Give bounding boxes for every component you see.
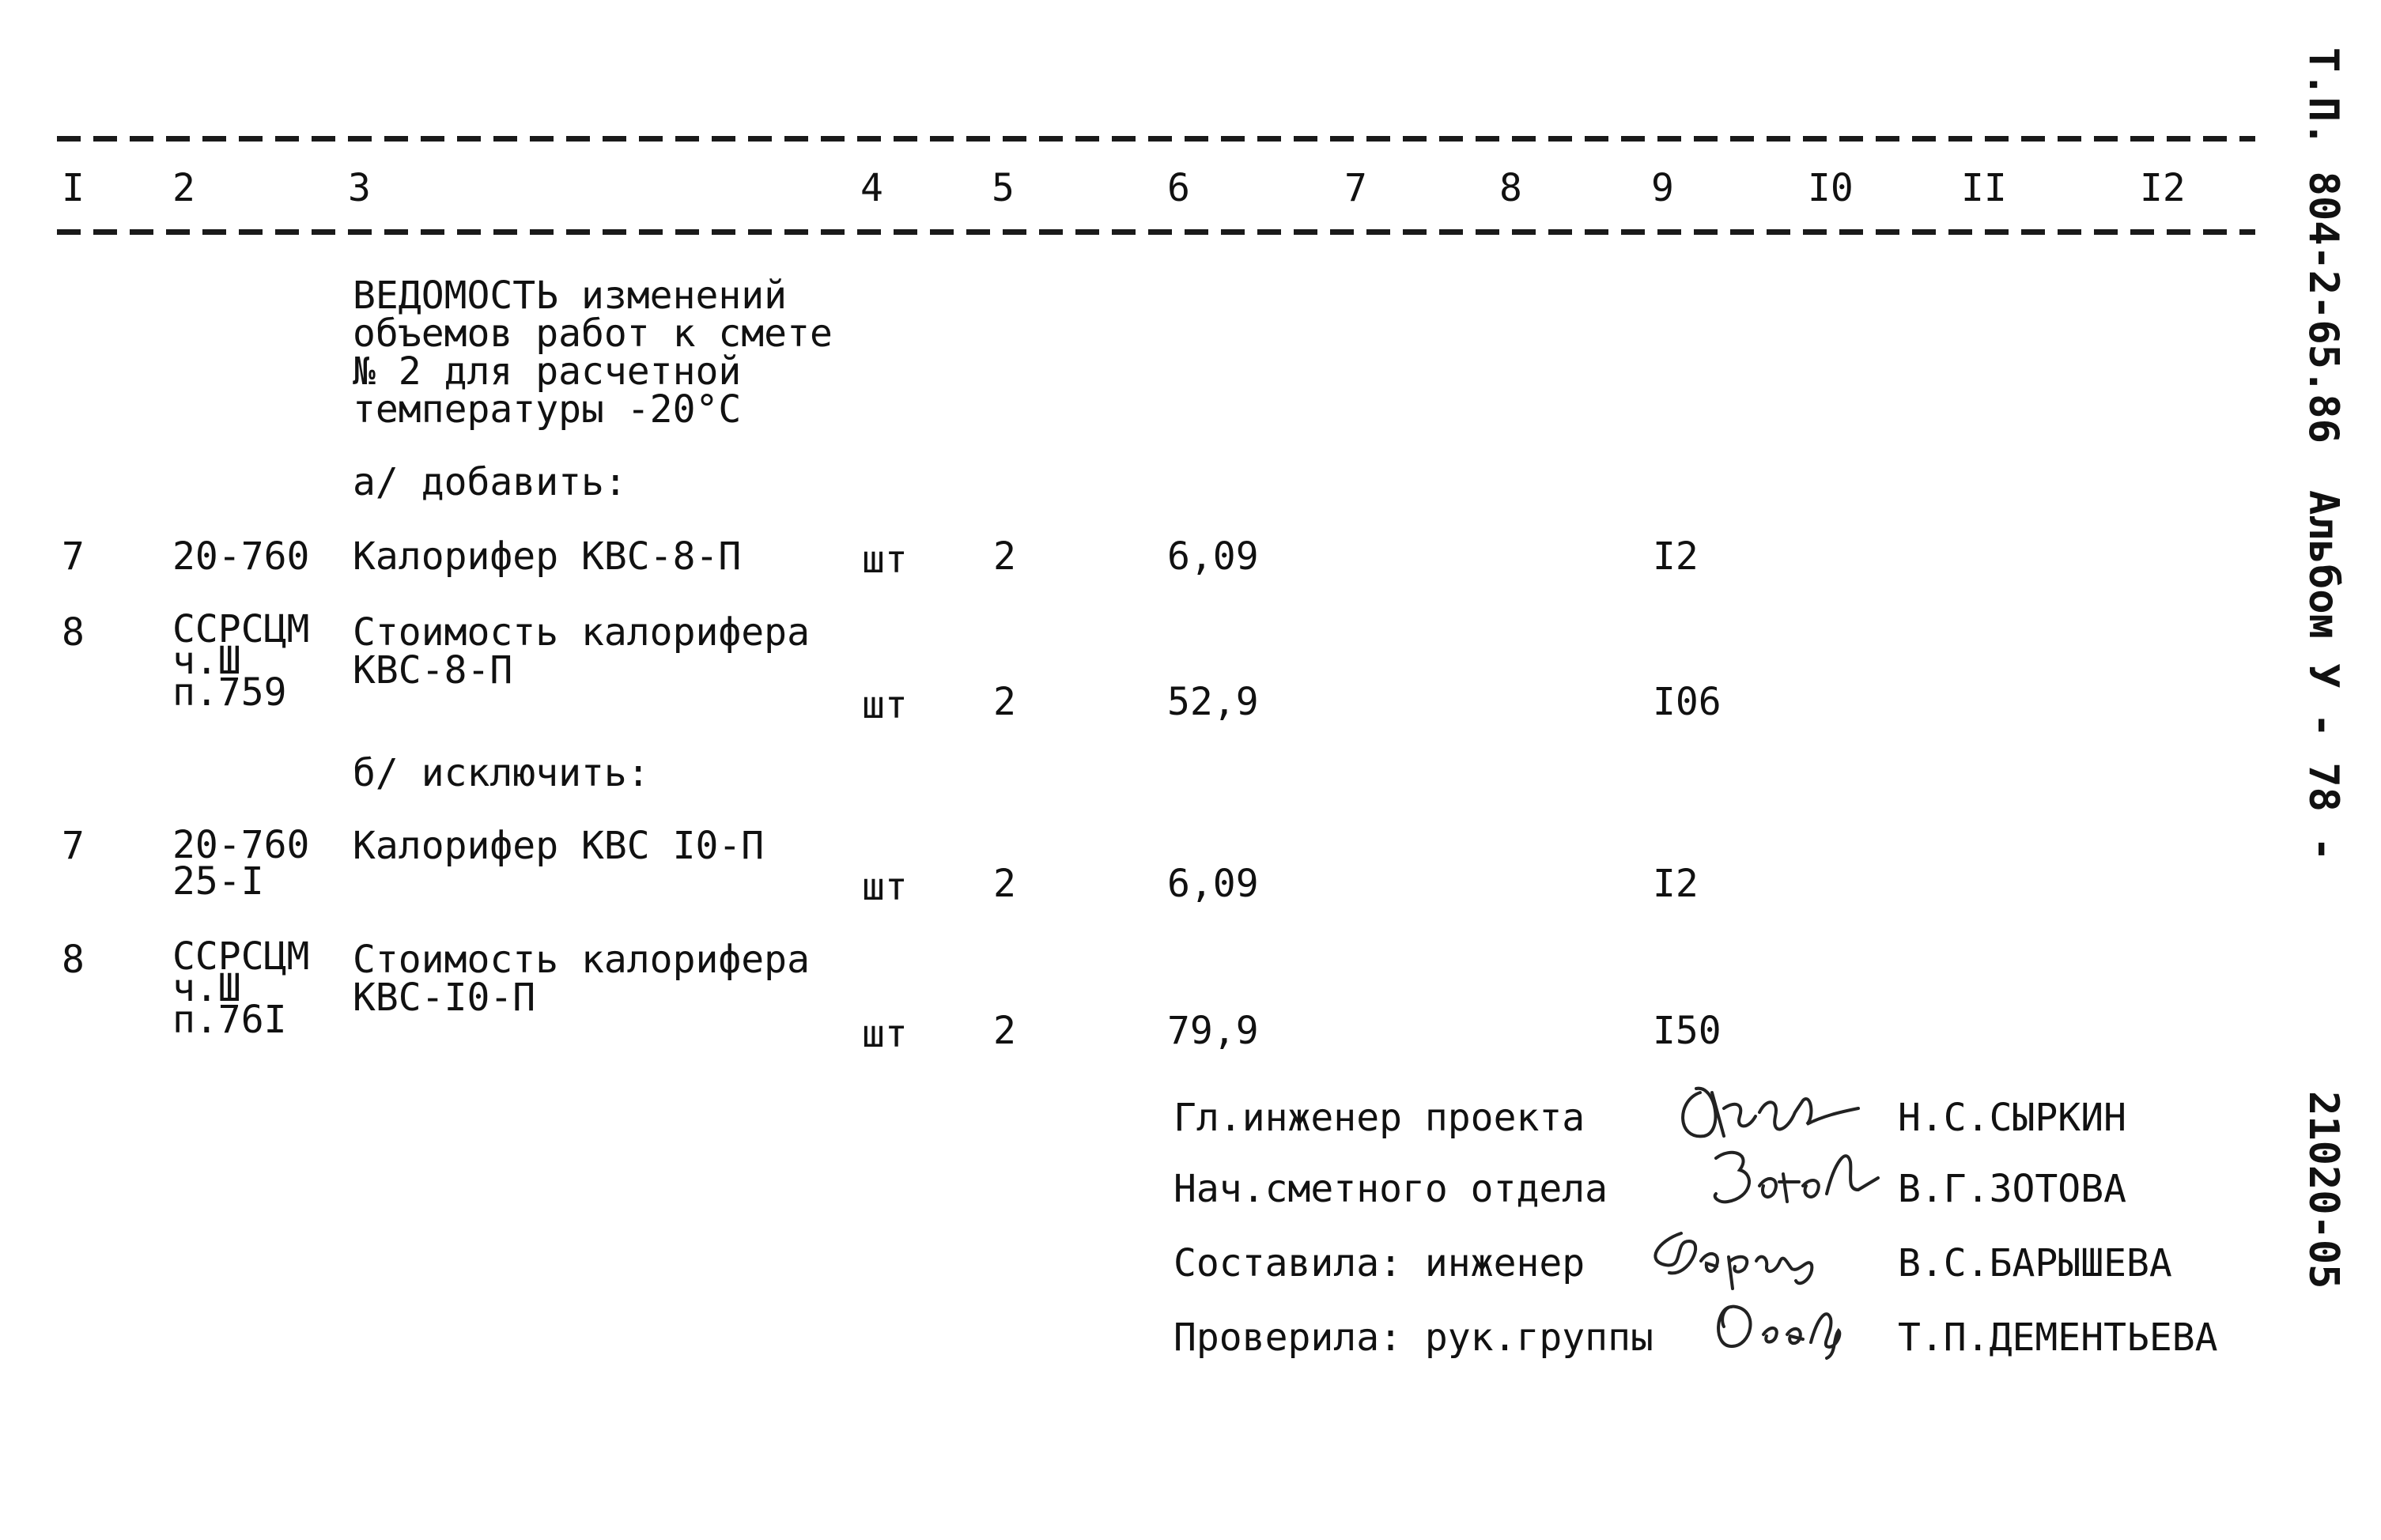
row-number: 7 bbox=[62, 824, 85, 868]
section-remove-label: б/ исключить: bbox=[353, 751, 650, 795]
col-12: I2 bbox=[2140, 166, 2186, 210]
row-col6: 79,9 bbox=[1167, 1009, 1259, 1053]
document-title: ВЕДОМОСТЬ изменений объемов работ к смете № 2 для расчетной температуры -20°C bbox=[353, 274, 833, 432]
row-col6: 6,09 bbox=[1167, 862, 1259, 906]
row-col9: I2 bbox=[1653, 862, 1699, 906]
col-8: 8 bbox=[1499, 166, 1522, 210]
row-unit: шт bbox=[862, 865, 908, 909]
row-unit: шт bbox=[862, 1012, 908, 1056]
row-col9: I06 bbox=[1653, 680, 1722, 724]
row-qty: 2 bbox=[993, 680, 1016, 724]
col-3: 3 bbox=[348, 166, 371, 210]
row-unit: шт bbox=[862, 683, 908, 727]
row-col6: 52,9 bbox=[1167, 680, 1259, 724]
row-code: ССРСЦМ ч.Ш п.76I bbox=[172, 934, 310, 1042]
col-5: 5 bbox=[992, 166, 1015, 210]
section-add-label: а/ добавить: bbox=[353, 460, 627, 504]
margin-doc-id: Т.П. 804-2-65.86 bbox=[2300, 47, 2347, 444]
row-name: Калорифер КВС I0-П bbox=[353, 824, 765, 868]
row-qty: 2 bbox=[993, 862, 1016, 906]
handwritten-signature bbox=[1700, 1138, 1882, 1217]
col-4: 4 bbox=[860, 166, 883, 210]
row-number: 7 bbox=[62, 534, 85, 579]
header-bottom-rule bbox=[57, 229, 2255, 235]
row-code: ССРСЦМ ч.Ш п.759 bbox=[172, 607, 310, 715]
row-name: Стоимость калорифера КВС-8-П bbox=[353, 610, 810, 693]
header-top-rule bbox=[57, 136, 2255, 142]
row-code: 20-760 25-I bbox=[172, 823, 310, 904]
row-col9: I50 bbox=[1653, 1009, 1722, 1053]
row-unit: шт bbox=[862, 538, 908, 582]
signer-role: Нач.сметного отдела bbox=[1173, 1167, 1608, 1211]
signer-name: Н.С.СЫРКИН bbox=[1898, 1096, 2126, 1140]
signer-role: Гл.инженер проекта bbox=[1173, 1096, 1585, 1140]
row-code: 20-760 bbox=[172, 534, 310, 579]
signer-role: Проверила: рук.группы bbox=[1173, 1315, 1653, 1360]
col-11: II bbox=[1961, 166, 2007, 210]
margin-sheet-number: 21020-05 bbox=[2300, 1091, 2347, 1289]
col-7: 7 bbox=[1344, 166, 1367, 210]
row-qty: 2 bbox=[993, 534, 1016, 579]
row-col6: 6,09 bbox=[1167, 534, 1259, 579]
row-col9: I2 bbox=[1653, 534, 1699, 579]
signer-name: В.С.БАРЫШЕВА bbox=[1898, 1241, 2172, 1285]
margin-album: Альбом У - 78 - bbox=[2300, 490, 2347, 862]
row-qty: 2 bbox=[993, 1009, 1016, 1053]
row-number: 8 bbox=[62, 610, 85, 655]
handwritten-signature bbox=[1700, 1287, 1874, 1366]
signer-role: Составила: инженер bbox=[1173, 1241, 1585, 1285]
signer-name: Т.П.ДЕМЕНТЬЕВА bbox=[1898, 1315, 2218, 1360]
row-name: Стоимость калорифера КВС-I0-П bbox=[353, 938, 810, 1020]
row-number: 8 bbox=[62, 938, 85, 982]
col-2: 2 bbox=[172, 166, 195, 210]
col-10: I0 bbox=[1808, 166, 1854, 210]
signer-name: В.Г.ЗОТОВА bbox=[1898, 1167, 2126, 1211]
col-6: 6 bbox=[1167, 166, 1190, 210]
col-9: 9 bbox=[1651, 166, 1674, 210]
handwritten-signature bbox=[1642, 1217, 1855, 1297]
col-1: I bbox=[62, 166, 85, 210]
row-name: Калорифер КВС-8-П bbox=[353, 534, 742, 579]
